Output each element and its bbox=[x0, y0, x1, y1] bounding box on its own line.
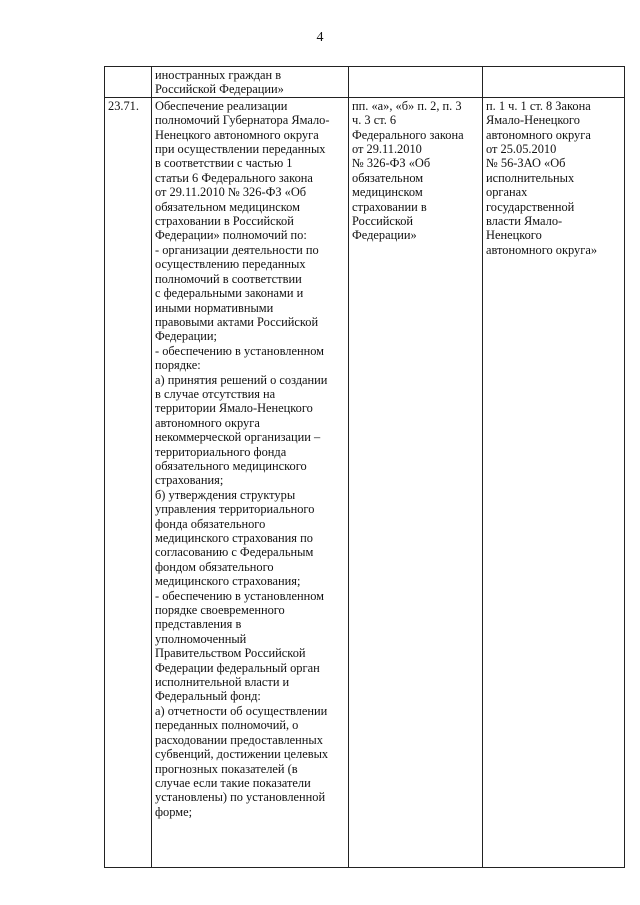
federal-reference-cell: пп. «а», «б» п. 2, п. 3 ч. 3 ст. 6 Федерального закона от 29.11.2010 № 326-ФЗ «Об обязательном медицинском страховании в Российской Федерации» bbox=[349, 97, 483, 867]
description-cell: Обеспечение реализации полномочий Губернатора Ямало- Ненецкого автономного округа при осуществлении переданных в соответствии с частью 1 статьи 6 Федерального закона от 29.11.2010 № 326-ФЗ «Об обязательном медицинском страховании в Российской Федерации» полномочий по: - организации деятельности по осуществлению переданных полномочий в соответствии с федеральными законами и иными нормативными правовыми актами Российской Федерации; - обеспечению в установленном порядке: а) принятия решений о создании в случае отсутствия на территории Ямало-Ненецкого автономного округа некоммерческой организации – территориального фонда обязательного медицинского страхования; б) утверждения структуры управления территориального фонда обязательного медицинского страхования по согласованию с Федеральным фондом обязательного медицинского страхования; - обеспечению в установленном порядке своевременного представления в уполномоченный Правительством Российской Федерации федеральный орган исполнительной власти и Федеральный фонд: а) отчетности об осуществлении переданных полномочий, о расходовании предоставленных субвенций, достижении целевых прогнозных показателей (в случае если такие показатели установлены) по установленной форме; bbox=[152, 97, 349, 867]
regional-reference-cell bbox=[483, 67, 625, 98]
federal-reference-cell bbox=[349, 67, 483, 98]
document-table bbox=[104, 66, 625, 868]
page-number: 4 bbox=[316, 30, 324, 45]
description-cell: иностранных граждан в Российской Федерации» bbox=[152, 67, 349, 98]
regional-reference-cell: п. 1 ч. 1 ст. 8 Закона Ямало-Ненецкого автономного округа от 25.05.2010 № 56-ЗАО «Об исполнительных органах государственной власти Ямало- Ненецкого автономного округа» bbox=[483, 97, 625, 867]
table-row bbox=[105, 97, 625, 867]
row-number-cell bbox=[105, 67, 152, 98]
table-row bbox=[105, 67, 625, 98]
row-number-cell: 23.71. bbox=[105, 97, 152, 867]
